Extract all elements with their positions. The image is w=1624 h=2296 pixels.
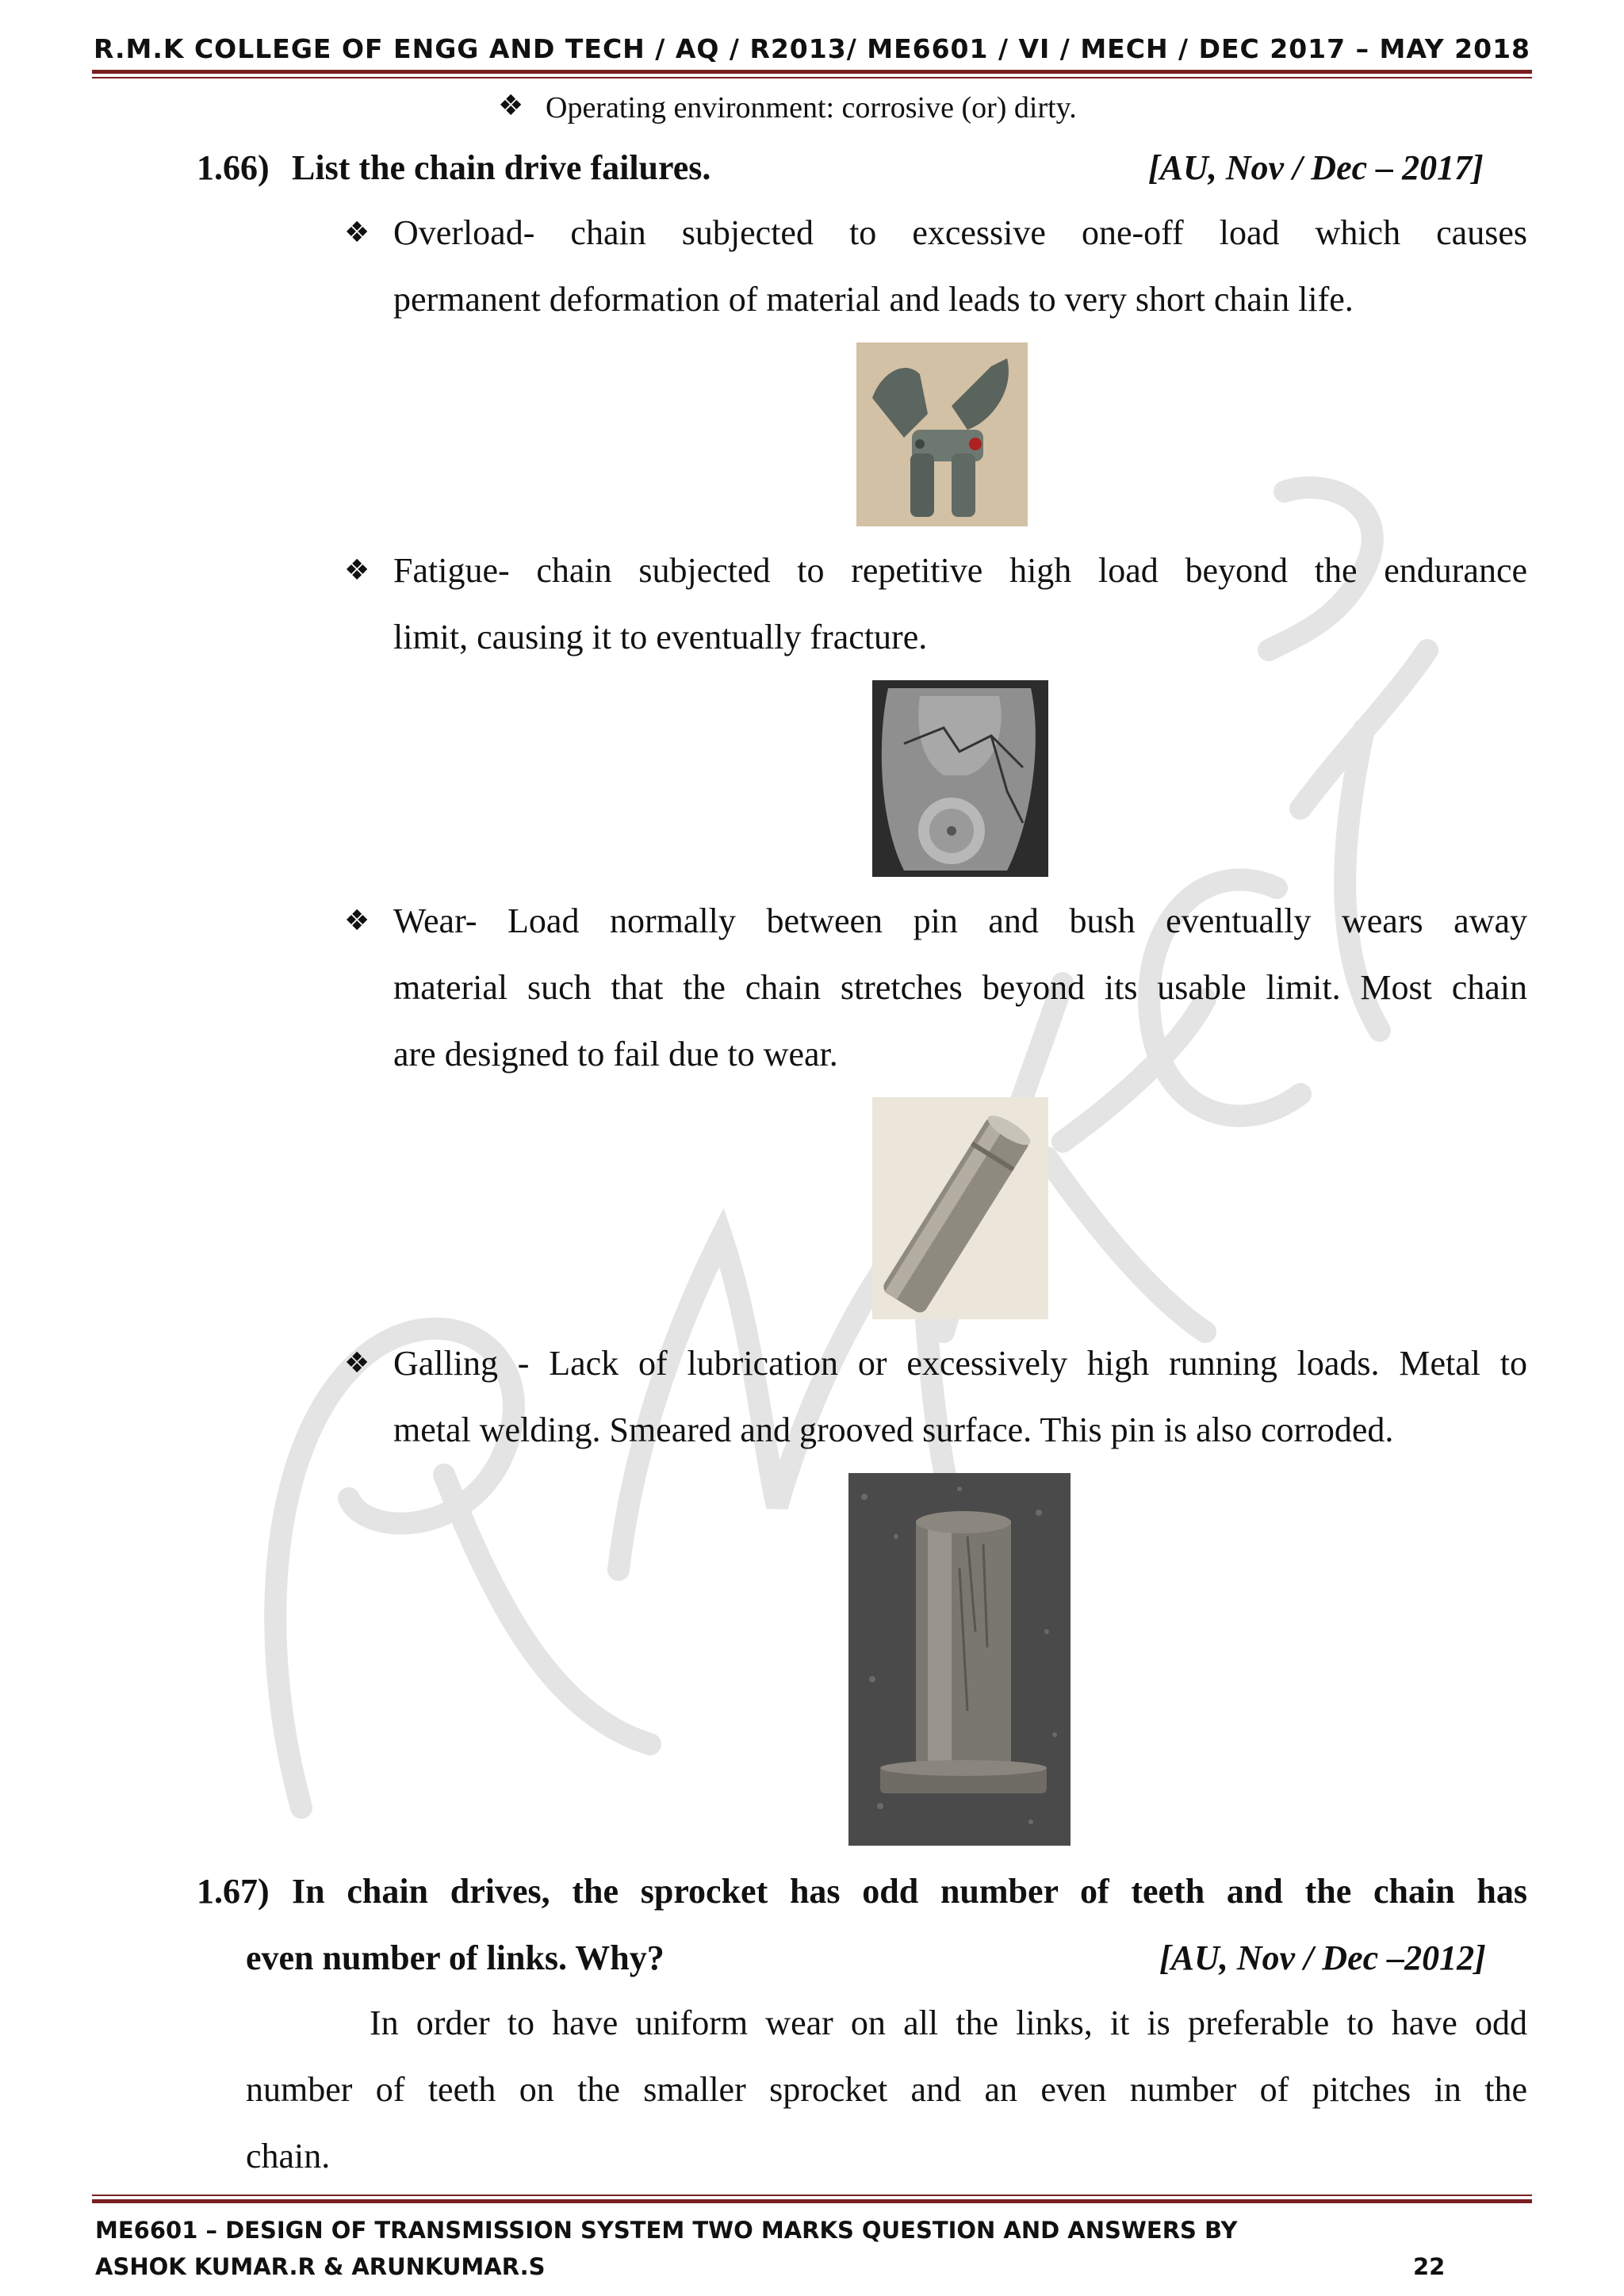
- list-item-line: Overload- chain subjected to excessive one-off load which causes: [393, 213, 1527, 252]
- footer-line2: ASHOK KUMAR.R & ARUNKUMAR.S: [95, 2253, 546, 2280]
- question-text-line2: even number of links. Why?: [246, 1938, 665, 1977]
- answer-line: chain.: [246, 2137, 331, 2175]
- diamond-bullet-icon: ❖: [498, 90, 524, 122]
- list-item-line: metal welding. Smeared and grooved surface. This pin is also corroded.: [393, 1410, 1394, 1449]
- diamond-bullet-icon: ❖: [344, 554, 370, 587]
- question-number: 1.67): [197, 1872, 270, 1911]
- page-header: R.M.K COLLEGE OF ENGG AND TECH / AQ / R2013/ ME6601 / VI / MECH / DEC 2017 – MAY 2018: [93, 33, 1531, 64]
- fractured-plate-photo: [872, 680, 1048, 877]
- footer-line1: ME6601 – DESIGN OF TRANSMISSION SYSTEM TWO MARKS QUESTION AND ANSWERS BY: [95, 2217, 1238, 2244]
- question-reference: [AU, Nov / Dec –2012]: [1159, 1938, 1486, 1977]
- question-text-line1: In chain drives, the sprocket has odd number of teeth and the chain has: [292, 1872, 1527, 1911]
- question-text: List the chain drive failures.: [292, 148, 711, 187]
- answer-line: In order to have uniform wear on all the links, it is preferable to have odd: [370, 2003, 1527, 2042]
- answer-line: number of teeth on the smaller sprocket and an even number of pitches in the: [246, 2070, 1527, 2109]
- list-item-line: are designed to fail due to wear.: [393, 1035, 838, 1073]
- worn-pin-photo: [872, 1097, 1048, 1319]
- question-reference: [AU, Nov / Dec – 2017]: [1148, 148, 1484, 187]
- header-rule: [92, 70, 1532, 74]
- diamond-bullet-icon: ❖: [344, 216, 370, 249]
- list-item-line: material such that the chain stretches beyond its usable limit. Most chain: [393, 968, 1527, 1007]
- header-rule-thin: [92, 77, 1532, 78]
- rmkcet-watermark: [206, 444, 1475, 1871]
- list-item-line: limit, causing it to eventually fracture.: [393, 618, 928, 656]
- page-number: 22: [1413, 2253, 1446, 2280]
- top-bullet-text: Operating environment: corrosive (or) dirty.: [546, 91, 1077, 124]
- list-item-line: permanent deformation of material and leads to very short chain life.: [393, 280, 1354, 319]
- bent-chain-link-photo: [856, 342, 1028, 526]
- galled-pin-photo: [848, 1473, 1071, 1846]
- footer-rule: [92, 2199, 1532, 2203]
- list-item-line: Fatigue- chain subjected to repetitive high load beyond the endurance: [393, 551, 1527, 590]
- list-item-line: Galling - Lack of lubrication or excessively high running loads. Metal to: [393, 1344, 1527, 1383]
- diamond-bullet-icon: ❖: [344, 905, 370, 937]
- list-item-line: Wear- Load normally between pin and bush eventually wears away: [393, 901, 1527, 940]
- footer-rule-thin: [92, 2195, 1532, 2196]
- question-number: 1.66): [197, 148, 270, 187]
- diamond-bullet-icon: ❖: [344, 1347, 370, 1380]
